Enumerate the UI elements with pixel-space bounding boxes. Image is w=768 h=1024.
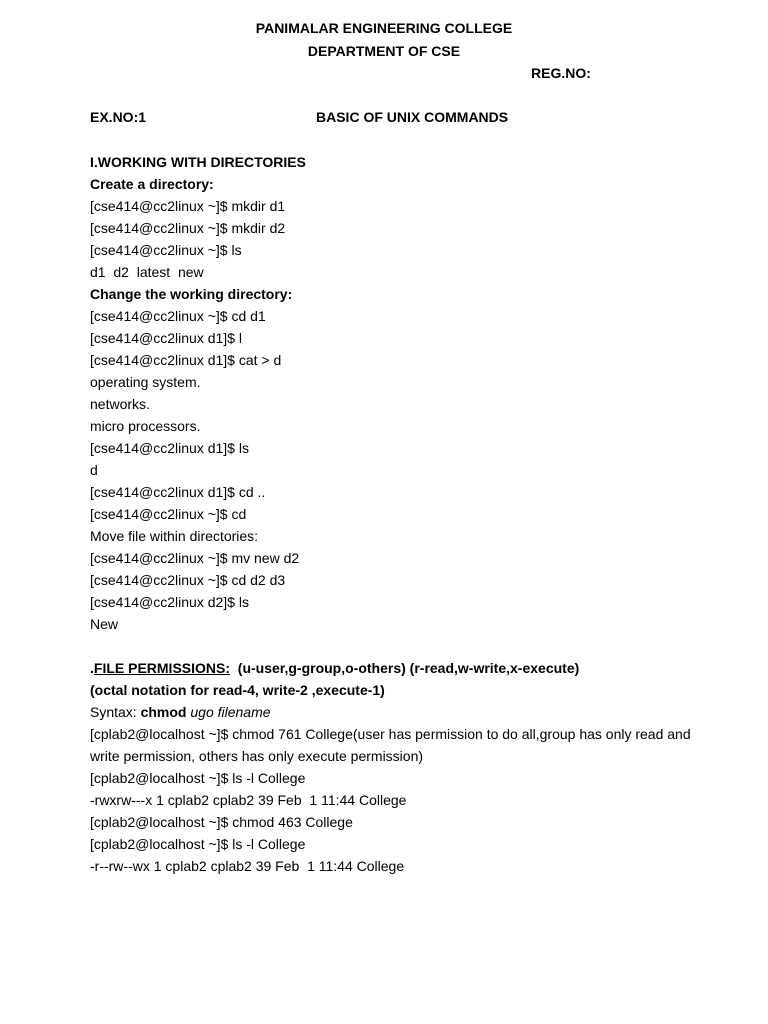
section-heading-directories: I.WORKING WITH DIRECTORIES bbox=[90, 154, 306, 170]
section-heading-file-permissions bbox=[90, 657, 730, 679]
command-line: [cse414@cc2linux ~]$ mkdir d1 bbox=[90, 198, 286, 214]
command-line: [cse414@cc2linux ~]$ cd d2 d3 bbox=[90, 572, 286, 588]
subheading-create-directory: Create a directory: bbox=[90, 176, 214, 192]
command-line: [cplab2@localhost ~]$ chmod 463 College bbox=[90, 814, 353, 830]
syntax-label: Syntax: bbox=[90, 704, 141, 720]
octal-notation: (octal notation for read-4, write-2 ,execute-1) bbox=[90, 682, 385, 698]
syntax-arguments: ugo filename bbox=[186, 704, 271, 720]
college-name: PANIMALAR ENGINEERING COLLEGE bbox=[255, 20, 513, 36]
output-line: d bbox=[90, 462, 98, 478]
command-line: [cse414@cc2linux d2]$ ls bbox=[90, 594, 249, 610]
output-line: -rwxrw---x 1 cplab2 cplab2 39 Feb 1 11:44 College bbox=[90, 792, 407, 808]
syntax-command: chmod bbox=[140, 704, 187, 720]
document-body bbox=[90, 151, 730, 877]
output-line: operating system. bbox=[90, 374, 201, 390]
syntax-line bbox=[90, 701, 730, 723]
output-line: New bbox=[90, 616, 119, 632]
command-line: [cse414@cc2linux d1]$ cat > d bbox=[90, 352, 282, 368]
output-line: micro processors. bbox=[90, 418, 201, 434]
command-line: [cse414@cc2linux ~]$ mkdir d2 bbox=[90, 220, 286, 236]
command-line: [cplab2@localhost ~]$ ls -l College bbox=[90, 770, 306, 786]
reg-no-label: REG.NO: bbox=[531, 65, 591, 81]
command-line: [cse414@cc2linux ~]$ ls bbox=[90, 242, 242, 258]
output-line: d1 d2 latest new bbox=[90, 264, 204, 280]
command-line: [cse414@cc2linux ~]$ mv new d2 bbox=[90, 550, 300, 566]
department-name: DEPARTMENT OF CSE bbox=[307, 43, 461, 59]
subheading-change-directory: Change the working directory: bbox=[90, 286, 293, 302]
chmod-explanation: [cplab2@localhost ~]$ chmod 761 College(user has permission to do all,group has only read and write permission, others has only execute permission) bbox=[90, 726, 691, 764]
file-permissions-title: FILE PERMISSIONS: bbox=[93, 660, 231, 676]
exercise-number: EX.NO:1 bbox=[90, 109, 147, 125]
permission-legend: (u-user,g-group,o-others) (r-read,w-write,x-execute) bbox=[230, 660, 580, 676]
exercise-title: BASIC OF UNIX COMMANDS bbox=[316, 109, 509, 125]
heading-prefix: . bbox=[90, 660, 94, 676]
command-line: [cse414@cc2linux d1]$ ls bbox=[90, 440, 249, 456]
output-line: -r--rw--wx 1 cplab2 cplab2 39 Feb 1 11:44 College bbox=[90, 858, 405, 874]
output-line: networks. bbox=[90, 396, 150, 412]
command-line: [cse414@cc2linux d1]$ l bbox=[90, 330, 242, 346]
command-line: [cplab2@localhost ~]$ ls -l College bbox=[90, 836, 306, 852]
command-line: [cse414@cc2linux ~]$ cd d1 bbox=[90, 308, 266, 324]
subheading-move-file: Move file within directories: bbox=[90, 528, 259, 544]
command-line: [cse414@cc2linux d1]$ cd .. bbox=[90, 484, 266, 500]
command-line: [cse414@cc2linux ~]$ cd bbox=[90, 506, 247, 522]
